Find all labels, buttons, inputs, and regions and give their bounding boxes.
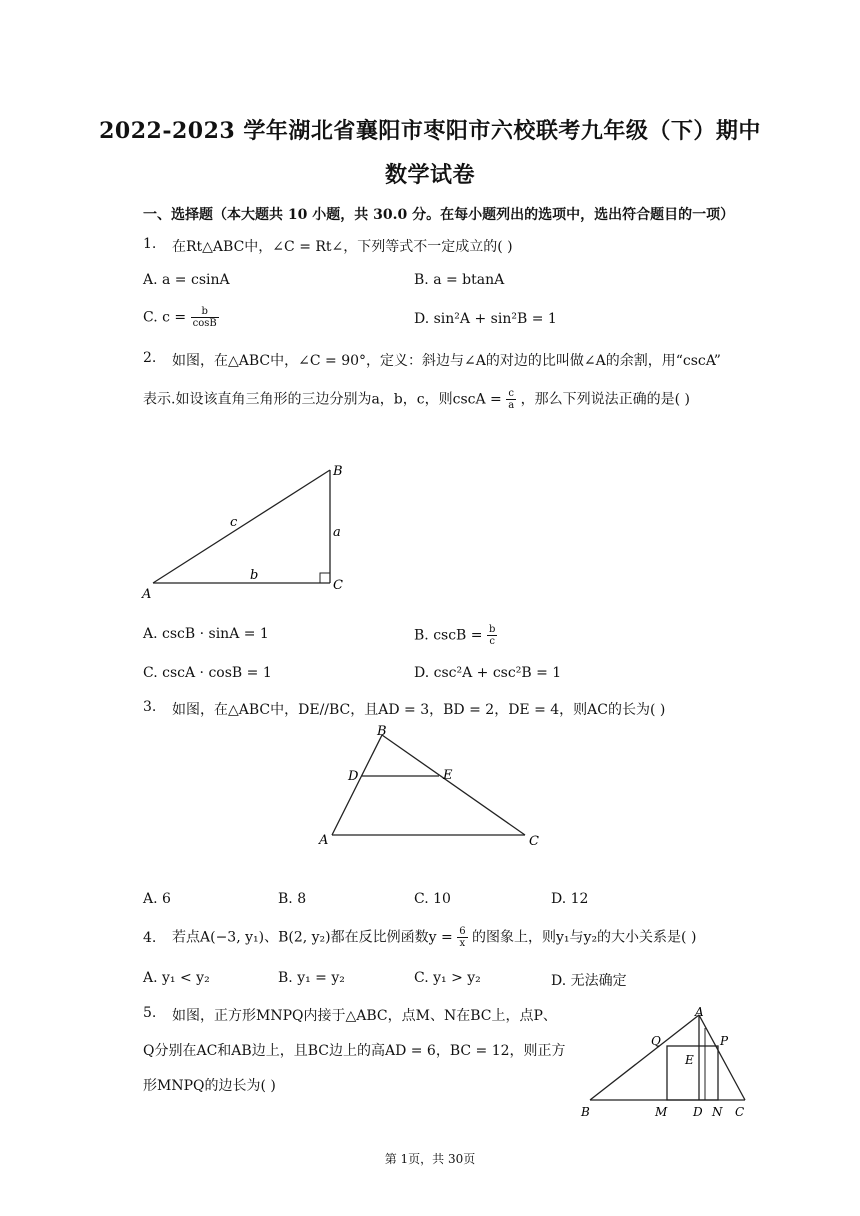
q2-side-c — [153, 470, 330, 583]
q4-option-b: B. y₁ = y₂ — [278, 970, 345, 986]
q5-stem-line2: Q分别在AC和AB边上，且BC边上的高AD = 6，BC = 12，则正方 — [143, 1043, 566, 1059]
q4-stem: 若点A(−3, y₁)、B(2, y₂)都在反比例函数y = $\frac{6}{x}$ 的图象上，则y₁与y₂的大小关系是( ) — [172, 926, 697, 949]
q3-option-a: A. 6 — [143, 891, 171, 907]
q1-option-d: D. sin²A + sin²B = 1 — [414, 311, 557, 327]
q2-option-d: D. csc²A + csc²B = 1 — [414, 665, 562, 681]
page-title: 2022-2023 学年湖北省襄阳市枣阳市六校联考九年级（下）期中 — [99, 118, 761, 144]
q2-option-b: B. cscB = $\frac{b}{c}$ — [414, 624, 496, 647]
q5-number: 5. — [143, 1005, 157, 1021]
q2-stem-fraction: $\frac{c}{a}$ — [508, 388, 515, 411]
q3-label-B: B — [377, 724, 387, 739]
q2-right-angle — [320, 573, 330, 583]
q5-label-B: B — [581, 1105, 590, 1119]
q2-stem-line1: 如图，在△ABC中，∠C = 90°，定义：斜边与∠A的对边的比叫做∠A的余割，用“cscA” — [172, 353, 721, 369]
q1-number: 1. — [143, 236, 157, 252]
q5-stem-line3: 形MNPQ的边长为( ) — [143, 1078, 276, 1094]
q3-label-E: E — [443, 768, 453, 783]
q5-label-C: C — [735, 1105, 745, 1119]
q3-number: 3. — [143, 699, 157, 715]
q3-figure — [315, 722, 555, 852]
q5-label-Q: Q — [651, 1034, 661, 1048]
q2-number: 2. — [143, 350, 157, 366]
q2-label-A: A — [142, 587, 152, 602]
q2-figure — [130, 455, 370, 605]
q5-label-E: E — [685, 1053, 694, 1067]
q2-label-b: b — [250, 568, 259, 583]
q3-label-A: A — [319, 833, 329, 848]
page-footer: 第 1页，共 30页 — [384, 1152, 476, 1166]
q2-label-C: C — [333, 578, 343, 593]
q4-option-a: A. y₁ < y₂ — [143, 970, 210, 986]
section-header: 一、选择题（本大题共 10 小题，共 30.0 分。在每小题列出的选项中，选出符合题目的一项） — [143, 207, 735, 223]
q3-label-D: D — [348, 769, 359, 784]
q3-side-AB — [332, 735, 382, 835]
q2-label-B: B — [333, 464, 343, 479]
q4-number: 4. — [143, 930, 157, 946]
q4-stem-fraction: $\frac{6}{x}$ — [459, 926, 466, 949]
q5-label-D: D — [693, 1105, 703, 1119]
q2-stem-line2: 表示.如设该直角三角形的三边分别为a，b，c，则cscA = $\frac{c}{a}$ ，那么下列说法正确的是( ) — [143, 388, 691, 411]
q3-stem: 如图，在△ABC中，DE//BC，且AD = 3，BD = 2，DE = 4，则AC的长为( ) — [172, 702, 666, 718]
q5-stem-line1: 如图，正方形MNPQ内接于△ABC，点M、N在BC上，点P、 — [172, 1008, 557, 1024]
q3-side-BC — [382, 735, 525, 835]
q5-label-M: M — [655, 1105, 668, 1119]
q3-label-C: C — [529, 834, 539, 849]
q2-option-c: C. cscA · cosB = 1 — [143, 665, 272, 681]
q5-label-P: P — [720, 1034, 729, 1048]
q1-stem: 在Rt△ABC中，∠C = Rt∠，下列等式不一定成立的( ) — [172, 239, 513, 255]
q3-option-d: D. 12 — [551, 891, 589, 907]
q1-option-c-fraction: $\frac{b}{\cos B}$ — [192, 306, 217, 329]
q5-label-N: N — [712, 1105, 723, 1119]
q2-option-b-fraction: $\frac{b}{c}$ — [488, 624, 496, 647]
q2-label-c: c — [230, 515, 238, 530]
q1-option-b: B. a = btanA — [414, 272, 505, 288]
q4-option-d: D. 无法确定 — [551, 973, 627, 989]
q2-option-a: A. cscB · sinA = 1 — [143, 626, 269, 642]
q5-label-A: A — [695, 1005, 704, 1019]
q5-side-AC — [699, 1015, 745, 1100]
q3-option-b: B. 8 — [278, 891, 307, 907]
q2-label-a: a — [333, 525, 341, 540]
q3-option-c: C. 10 — [414, 891, 451, 907]
page-subtitle: 数学试卷 — [384, 162, 475, 188]
q1-option-a: A. a = csinA — [143, 272, 230, 288]
q4-option-c: C. y₁ > y₂ — [414, 970, 481, 986]
q5-figure — [575, 1000, 760, 1125]
q5-side-AB — [590, 1015, 699, 1100]
q1-option-c: C. c = $\frac{b}{\cos B}$ — [143, 306, 217, 329]
